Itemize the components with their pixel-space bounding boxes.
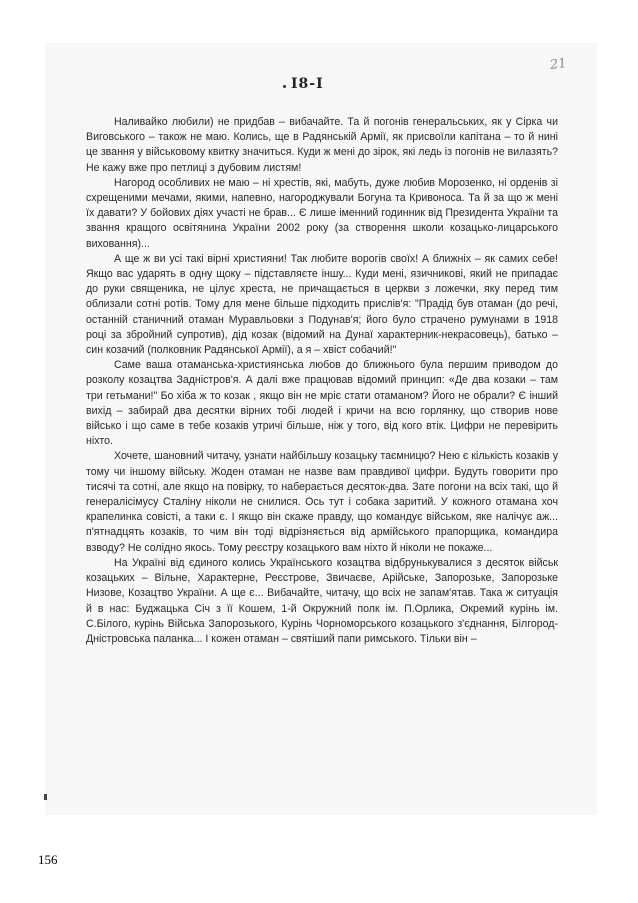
handwritten-page-note: 21 — [549, 55, 568, 74]
paragraph: На Україні від єдиного колись Українського козацтва відбрунькувалися з десяток військ козацьких – Вільне, Характерне, Реєстрове, Звичаєве, Арійське, Запорозьке, Запорозьке Низове, Козацтво України. А ще є... Вибачайте, читачу, що всіх не запам'ятав. Така ж ситуація й в нас: Буджацька Січ з її Кошем, 1-й Окружний полк ім. П.Орлика, Окремий курінь ім. С.Білого, курінь Війська Запорозького, Курінь Чорноморського козацького з'єднання, Білгород-Дністровська паланка... І кожен отаман – святіший папи римського. Тільки він – — [86, 556, 558, 645]
paragraph: Нагород особливих не маю – ні хрестів, які, мабуть, дуже любив Морозенко, ні орденів зі схрещеними мечами, якими, напевно, нагороджували Богуна та Кривоноса. Та й за що ж мені їх давати? У бойових діях участі не брав... Є лише іменний годинник від Президента України та звання кращого освітянина України 2002 року (за створення школи козацько-лицарського виховання)... — [86, 176, 558, 250]
paragraph: Наливайко любили) не придбав – вибачайте. Та й погонів генеральських, як у Сірка чи Виговського – також не маю. Колись, ще в Радянській Армії, як присвоїли капітана – то й нині це звання у військовому квитку значиться. Куди ж мені до зірок, які ледь із погонів не вилазять? Не кажу вже про петлиці з дубовим листям! — [86, 116, 558, 174]
paragraph: Хочете, шановний читачу, узнати найбільшу козацьку таємницю? Нею є кількість козаків у тому чи іншому війську. Жоден отаман не назве вам правдивої цифри. Будуть говорити про тисячі та сотні, але якщо на повірку, то наберається десяток-два. Зате погони на всіх такі, що й генералісімусу Сталіну ніколи не снилися. Ось тут і собака заритий. У кожного отамана хоч крапелинка совісті, а таки є. І якщо він скаже правду, що командує військом, яке налічує аж... п'ятнадцять козаків, то чим він тоді відрізняється від армійського прапорщика, командира взводу? Не солідно якось. Тому реєстру козацького вам ніхто й ніколи не покаже... — [86, 450, 558, 554]
paragraph: Саме ваша отаманська-християнська любов до ближнього була першим приводом до розколу козацтва Задністров'я. А далі вже працював відомий принцип: «Де два козаки – там три гетьмани!" Бо хіба ж то козак , якщо він не мріє стати отаманом? Його не обрали? Є інший вихід – забирай два десятки вірних тобі людей і кричи на всю горлянку, що створив нове військо і що саме в тебе козаків утричі більше, ніж у того, від кого втік. Цифри не перевірить ніхто. — [86, 359, 558, 448]
paragraph: А ще ж ви усі такі вірні християни! Так любите ворогів своїх! А ближніх – як самих себе! Якщо вас ударять в одну щоку – підставляєте іншу... Куди мені, язичникові, який не припадає до руки священика, не цілує хреста, не причащається в церкви з ложечки, яку перед тим облизали сотні ротів. Тому для мене більше підходить прислів'я: "Прадід був отаман (до речі, останній станичний отаман Муравльовки з Подунав'я; його було страчено румунами в 1918 році за збройний супротив), дід козак (відомий на Дунаї характерник-некрасовець), батько – син козачий (полковник Радянської Армії), а я – хвіст собачий!" — [86, 252, 558, 357]
body-text — [86, 115, 558, 647]
page-header: I8-I — [291, 76, 324, 92]
header-dot — [283, 85, 286, 88]
page-number: 156 — [38, 852, 58, 867]
scan-mark — [44, 794, 47, 800]
